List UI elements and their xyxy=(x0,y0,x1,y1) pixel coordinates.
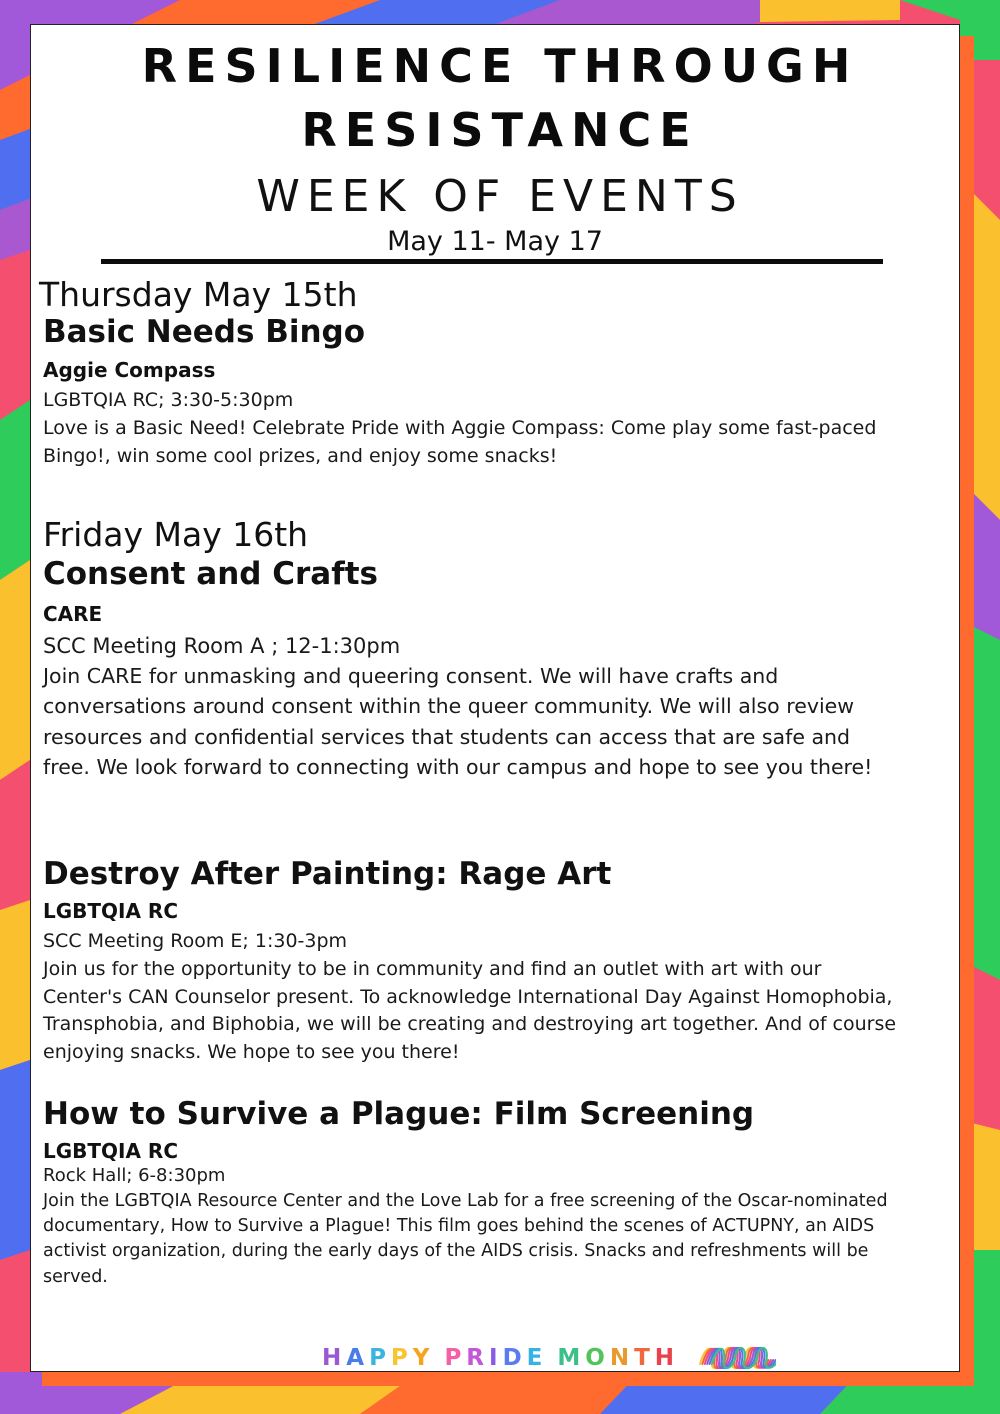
event-title: Consent and Crafts xyxy=(43,556,378,592)
happy-pride-month-banner xyxy=(322,1344,679,1372)
day-heading-friday: Friday May 16th xyxy=(43,515,309,554)
event-location-time: SCC Meeting Room E; 1:30-3pm xyxy=(43,930,348,952)
event-organizer: LGBTQIA RC xyxy=(43,1139,179,1163)
event-description: Join us for the opportunity to be in community and find an outlet with art with our Center's CAN Counselor present. To acknowledge International Day Against Homophobia, Transphobia, and Biphobia, we will be creating and destroying art together. And of course enjoying snacks. We hope to see you there! xyxy=(43,958,897,1063)
pride-letter: D xyxy=(502,1345,527,1371)
subtitle: WEEK OF EVENTS xyxy=(256,171,744,222)
header-divider xyxy=(101,259,883,264)
pride-letter: N xyxy=(609,1345,635,1371)
pride-letter: M xyxy=(557,1345,586,1371)
pride-letter: Y xyxy=(412,1345,435,1371)
pride-letter: P xyxy=(390,1345,413,1371)
event-location-time: Rock Hall; 6-8:30pm xyxy=(43,1165,226,1186)
event-title: How to Survive a Plague: Film Screening xyxy=(43,1096,755,1132)
pride-letter xyxy=(547,1344,557,1372)
pride-letter: O xyxy=(585,1345,610,1371)
pride-letter: I xyxy=(489,1345,503,1371)
event-location-time: SCC Meeting Room A ; 12-1:30pm xyxy=(43,634,401,658)
event-location-time: LGBTQIA RC; 3:30-5:30pm xyxy=(43,389,294,411)
pride-letter: P xyxy=(444,1345,467,1371)
title-line-1: RESILIENCE THROUGH xyxy=(141,39,859,93)
title-line-2: RESISTANCE xyxy=(301,103,699,157)
event-title: Basic Needs Bingo xyxy=(43,314,366,350)
pride-letter xyxy=(434,1344,444,1372)
event-organizer: CARE xyxy=(43,602,103,626)
event-organizer: Aggie Compass xyxy=(43,358,216,382)
rainbow-squiggle-icon xyxy=(696,1340,776,1374)
day-heading-thursday: Thursday May 15th xyxy=(39,275,358,314)
event-description: Love is a Basic Need! Celebrate Pride with Aggie Compass: Come play some fast-paced Bingo!, win some cool prizes, and enjoy some snacks! xyxy=(43,417,877,467)
event-title: Destroy After Painting: Rage Art xyxy=(43,856,612,892)
pride-letter: H xyxy=(654,1345,680,1371)
event-organizer: LGBTQIA RC xyxy=(43,899,179,923)
event-description: Join CARE for unmasking and queering consent. We will have crafts and conversations around consent within the queer community. We will also review resources and confidential services that students can access that are safe and free. We look forward to connecting with our campus and hope to see you there! xyxy=(43,664,873,780)
event-description: Join the LGBTQIA Resource Center and the Love Lab for a free screening of the Oscar-nominated documentary, How to Survive a Plague! This film goes behind the scenes of ACTUPNY, an AIDS activist organization, during the early days of the AIDS crisis. Snacks and refreshments will be served. xyxy=(43,1191,888,1287)
pride-letter: A xyxy=(346,1345,370,1371)
pride-letter: R xyxy=(466,1345,490,1371)
pride-letter: T xyxy=(634,1345,655,1371)
pride-letter: P xyxy=(369,1345,391,1371)
pride-letter: E xyxy=(526,1345,548,1371)
date-range: May 11- May 17 xyxy=(387,226,603,257)
pride-letter: H xyxy=(322,1345,347,1371)
